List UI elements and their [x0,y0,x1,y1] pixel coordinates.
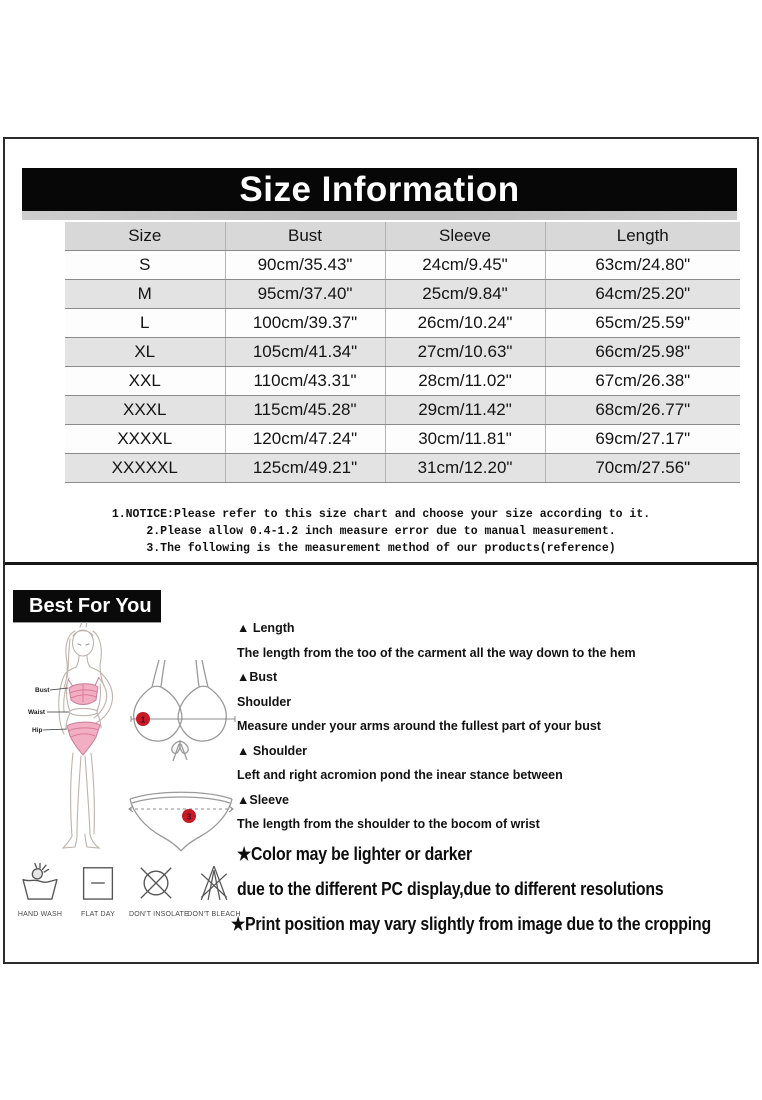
measure-heading: ▲Sleeve [237,792,289,807]
table-row [65,251,740,280]
table-row [65,425,740,454]
table-cell: XXXXL [65,425,225,454]
table-cell: 67cm/26.38" [545,367,740,396]
table-cell: 30cm/11.81" [385,425,545,454]
table-row [65,309,740,338]
table-cell: 68cm/26.77" [545,396,740,425]
dont-insolate-icon [134,861,178,905]
measure-desc: The length from the too of the carment all the way down to the hem [237,645,636,660]
table-header-row [65,222,740,251]
col-header-length: Length [545,222,740,251]
woman-figure-sketch [23,622,143,862]
table-cell: 28cm/11.02" [385,367,545,396]
disclaimer-color: ★Color may be lighter or darker [237,843,472,864]
table-cell: XL [65,338,225,367]
table-cell: 64cm/25.20" [545,280,740,309]
panty-measure-diagram [127,785,235,853]
table-cell: 29cm/11.42" [385,396,545,425]
table-cell: XXXXXL [65,454,225,483]
table-cell: 26cm/10.24" [385,309,545,338]
table-cell: 100cm/39.37" [225,309,385,338]
table-row [65,367,740,396]
table-cell: 105cm/41.34" [225,338,385,367]
table-cell: XXXL [65,396,225,425]
table-cell: 69cm/27.17" [545,425,740,454]
best-for-you-badge: Best For You [13,590,161,623]
bust-marker-number: 1 [140,714,146,725]
flat-dry-icon [76,861,120,905]
care-label: FLAT DAY [81,911,115,918]
table-cell: 110cm/43.31" [225,367,385,396]
table-cell: 63cm/24.80" [545,251,740,280]
measure-desc: Left and right acromion pond the inear stance between [237,768,563,782]
care-item-dont-insolate [129,861,189,918]
dont-bleach-icon [192,861,236,905]
table-cell: 115cm/45.28" [225,396,385,425]
table-cell: 95cm/37.40" [225,280,385,309]
bra-measure-diagram [129,658,237,766]
table-row [65,396,740,425]
hip-label: Hip [32,727,43,734]
notice-line: 2.Please allow 0.4-1.2 inch measure error due to manual measurement. [146,525,616,538]
table-row [65,454,740,483]
hand-wash-icon [18,861,62,905]
care-icons-row [13,861,241,918]
table-row [65,338,740,367]
col-header-bust: Bust [225,222,385,251]
disclaimer-print: ★Print position may vary slightly from image due to the cropping [231,913,711,934]
table-cell: XXL [65,367,225,396]
care-label: DON'T INSOLATE [129,911,189,918]
bra-on-figure [68,677,99,705]
table-cell: 65cm/25.59" [545,309,740,338]
measure-desc: Measure under your arms around the fullest part of your bust [237,719,601,733]
col-header-sleeve: Sleeve [385,222,545,251]
table-cell: 24cm/9.45" [385,251,545,280]
bust-label: Bust [35,687,50,694]
table-row [65,280,740,309]
table-cell: 120cm/47.24" [225,425,385,454]
disclaimer-display: due to the different PC display,due to different resolutions [237,878,664,899]
table-cell: 70cm/27.56" [545,454,740,483]
measure-heading: ▲ Length [237,621,295,635]
care-item-hand-wash [13,861,67,918]
table-cell: 90cm/35.43" [225,251,385,280]
measurement-notes [231,621,759,948]
table-cell: 66cm/25.98" [545,338,740,367]
care-item-dont-bleach [187,861,241,918]
notice-line: 1.NOTICE:Please refer to this size chart and choose your size according to it. [111,508,651,521]
measure-heading: ▲ Shoulder [237,743,308,758]
care-label: HAND WASH [17,911,63,918]
best-for-you-section [5,565,757,962]
info-sheet [3,137,759,964]
panty-on-figure [67,722,100,755]
table-cell: 25cm/9.84" [385,280,545,309]
table-cell: L [65,309,225,338]
size-table [65,222,740,483]
table-cell: M [65,280,225,309]
measure-heading: ▲Bust [237,670,278,684]
measure-desc: The length from the shoulder to the bocom of wrist [237,817,540,831]
table-cell: S [65,251,225,280]
care-item-flat-dry [71,861,125,918]
size-information-title: Size Information [22,168,737,211]
col-header-size: Size [65,222,225,251]
title-shadow-strip [22,211,737,220]
measure-desc: Shoulder [237,694,292,709]
table-cell: 31cm/12.20" [385,454,545,483]
notice-line: 3.The following is the measurement method of our products(reference) [146,542,616,555]
waist-label: Waist [28,709,46,716]
notice-block [5,506,757,557]
care-label: DON'T BLEACH [187,911,241,918]
hip-marker-number: 3 [186,811,192,822]
table-cell: 125cm/49.21" [225,454,385,483]
table-cell: 27cm/10.63" [385,338,545,367]
